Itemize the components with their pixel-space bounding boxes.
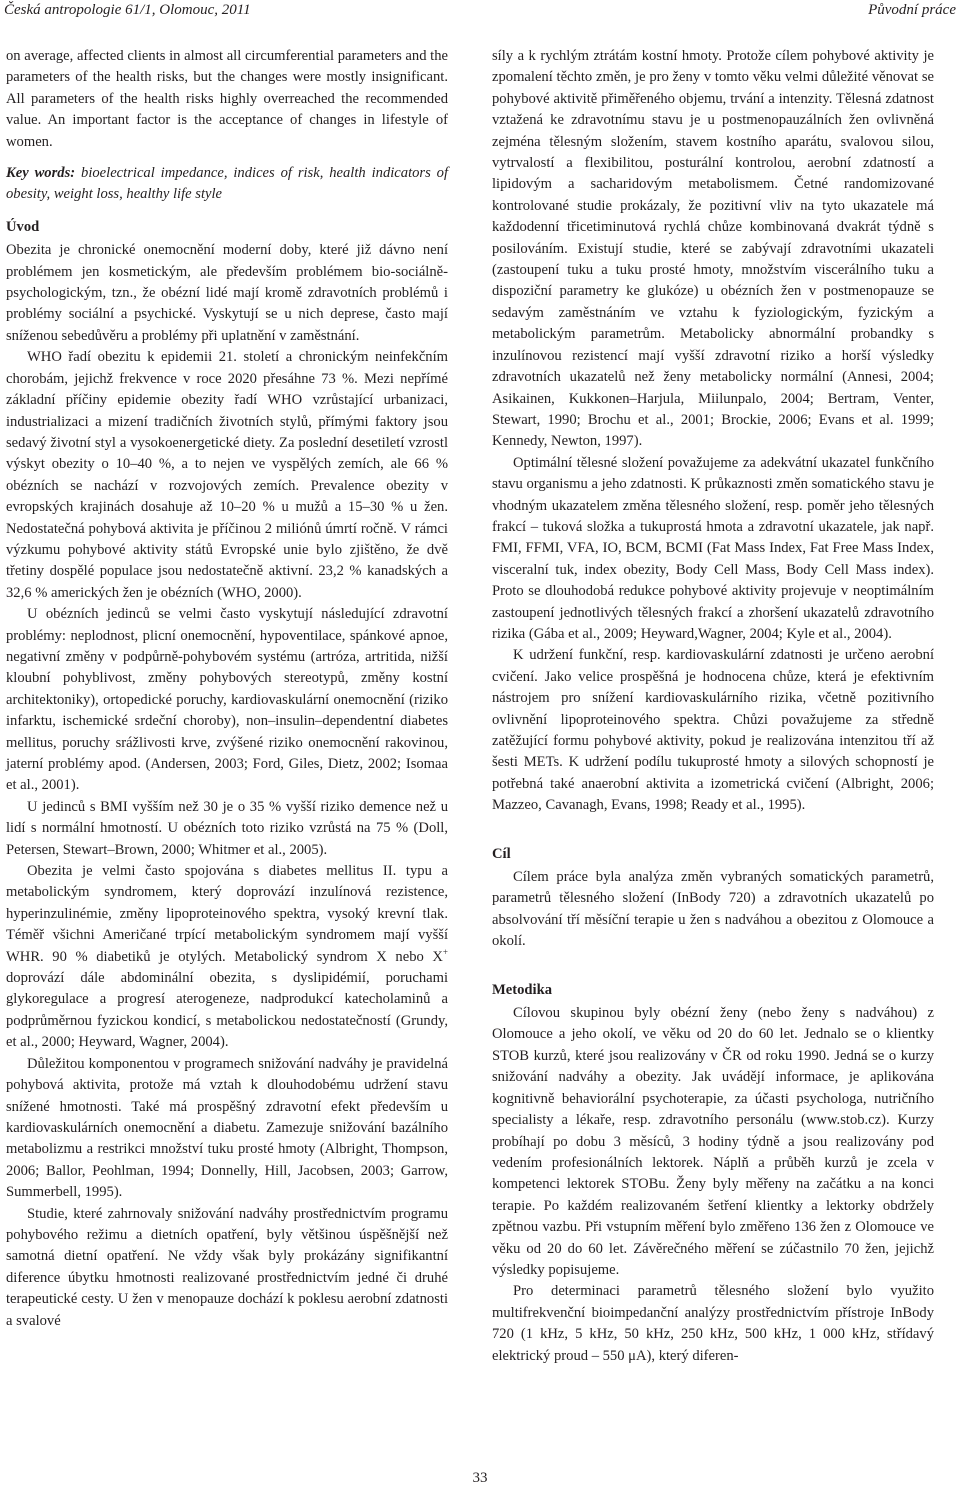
p5-text-b: doprovází dále abdominální obezita, s dyslipidémií, poruchami glykoregulace a progresí aterogeneze, nadprodukcí katecholaminů a podprůměrnou fyzickou kondicí, s metabolickou nedostatečností (Grundy, et al., 2000; Heyward, Wagner, 2004). [6, 970, 448, 1051]
abstract-end: on average, affected clients in almost all circumferential parameters and the parameters of the health risks, but the changes were mostly insignificant. All parameters of the health risks highly overreached the recommended value. An important factor is the acceptance of changes in lifestyle of women. [6, 48, 448, 150]
keywords [6, 163, 448, 206]
goal-heading: Cíl [492, 845, 511, 862]
intro-paragraph-2: WHO řadí obezitu k epidemii 21. století a chronickým neinfekčním chorobám, jejichž frekvence v roce 2020 přesáhne 73 %. Mezi nepřímé základní příčiny epidemie obezity řadí WHO vzrůstající urbanizaci, industrializaci a mizení tradičních životních stylů, přímými faktory jsou sedavý životní styl a vysokoenergetické diety. Za poslední desetiletí vzrostl výskyt obezity o 10–40 %, a to nejen ve vyspělých zemích, ale 66 % obézních se nachází v rozvojových zemích. Prevalence obezity v evropských krajinách dosahuje až 10–20 % u mužů a 15–30 % u žen. Nedostatečná pohybová aktivita je příčinou 2 miliónů úmrtí ročně. V rámci výzkumu pohybové aktivity států Evropské unie bylo zjištěno, že dvě třetiny dospělé populace jsou nedostatečně aktivní. 23,2 % kanadských a 32,6 % amerických žen je obézních (WHO, 2000). [6, 349, 448, 601]
intro-paragraph-6: Důležitou komponentou v programech snižování nadváhy je pravidelná pohybová aktivita, protože má vztah k dlouhodobému udržení stavu snížené hmotnosti. Také má prospěšný zdravotní efekt především u kardiovaskulárních onemocnění a diabetu. Zamezuje snižování bazálního metabolizmu a restrikci množství tuku prosté hmoty (Albright, Thompson, 2006; Ballor, Peohlman, 1994; Donnelly, Hill, Jacobsen, 2003; Garrow, Summerbell, 1995). [6, 1055, 448, 1201]
p5-text-a: Obezita je velmi často spojována s diabetes mellitus II. typu a metabolickým syndromem, který doprovází inzulínová rezistence, hyperinzulinémie, změny lipoproteinového spektra, vysoký krevní tlak. Téměř všichni Američané trpící metabolickým syndromem mají vyšší WHR. 90 % diabetiků je otylých. Metabolický syndrom X nebo X [6, 863, 448, 965]
keywords-label: Key words: [6, 165, 76, 182]
running-header [0, 0, 960, 26]
journal-title: Česká antropologie 61/1, Olomouc, 2011 [4, 2, 251, 18]
right-paragraph-1: síly a k rychlým ztrátám kostní hmoty. Protože cílem pohybové aktivity je zpomalení těchto změn, je pro ženy v tomto věku velmi důležité věnovat se pohybové aktivitě přiměřeného objemu, trvání a intenzity. Tělesná zdatnost vztažená ke zdravotnímu stavu je u postmenopauzálních žen ovlivněná zejména tělesným složením, stavem kostního aparátu, svalovou silou, vytrvalostí a flexibilitou, posturální kontrolou, aerobní zdatností a lipidovým a sacharidovým metabolismem. Četné randomizované kontrolované studie prokázaly, že pozitivní vliv na tyto ukazatele má každodenní třicetiminutová rychlá chůze kombinovaná dvakrát týdně s posilováním. Existují studie, které se zabývají zdravotními ukazateli (zastoupení tuku a tuku prosté hmoty, množstvím viscerálního tuku a dispoziční parametry ke glukóze) u obézních žen v postmenopauze se sedavým zaměstnáním ve vztahu k fyziologickým, fyzickým a metabolickým parametrům. Metabolicky abnormální probandky s inzulínovou rezistencí mají vyšší zdravotní riziko a horší výsledky zdravotních ukazatelů než ženy metabolicky normální (Annesi, 2004; Asikainen, Kukkonen–Harjula, Miilunpalo, 2004; Bertram, Venter, Stewart, 1990; Brochu et al., 2001; Brockie, 2006; Evans et al. 1999; Kennedy, Newton, 1997). [492, 48, 934, 450]
right-column [492, 46, 934, 1367]
right-paragraph-2: Optimální tělesné složení považujeme za adekvátní ukazatel funkčního stavu organismu a jeho zdatnosti. K průkaznosti změn somatického stavu je vhodným ukazatelem změna tělesného složení, resp. poměr jeho tělesných frakcí – tuková složka a tukuprostá hmota a zdravotní ukazatele, jak např. FMI, FFMI, VFA, IO, BCM, BCMI (Fat Mass Index, Fat Free Mass Index, visceralní tuk, index obezity, Body Cell Mass, Body Cell Mass index). Proto se dlouhodobá redukce pohybové aktivity projevuje v neoptimálním zastoupení jednotlivých tělesných frakcí a zhoršení ukazatelů zdravotního rizika (Gába et al., 2009; Heyward,Wagner, 2004; Kyle et al., 2004). [492, 454, 934, 642]
section-spacer [492, 817, 934, 833]
left-column [6, 46, 448, 1332]
intro-paragraph-1: Obezita je chronické onemocnění moderní doby, které již dávno není problémem jen kosmetickým, ale především problémem bio-sociálně-psychologickým, tzn., že obézní lidé mají kromě zdravotních problémů i problémy sociální a psychické. Vyskytují se u nich deprese, často mají sníženou sebedůvěru a problémy při uplatnění v zaměstnání. [6, 242, 448, 344]
right-paragraph-3: K udržení funkční, resp. kardiovaskulární zdatnosti je určeno aerobní cvičení. Jako velice prospěšná je hodnocena chůze, která je efektivním nástrojem pro snížení kardiovaskulárního rizika, včetně pozitivního ovlivnění lipoproteinového spektra. Chůzi považujeme za středně zatěžující formu pohybové aktivity, pokud je realizována intenzitou tří až šesti METs. K udržení podílu tukuprosté hmoty a silových schopností je potřebná také anaerobní aktivita a izometrická cvičení (Albright, 2006; Mazzeo, Cavanagh, Evans, 1998; Ready et al., 1995). [492, 647, 934, 814]
section-label: Původní práce [868, 2, 956, 18]
section-spacer [492, 953, 934, 969]
intro-paragraph-3: U obézních jedinců se velmi často vyskytují následující zdravotní problémy: neplodnost, plicní onemocnění, hypoventilace, spánkové apnoe, negativní změny v podpůrně-pohybovém systému (artróza, artritida, nižší kloubní pohyblivost, změny pohybových stereotypů, změny kostní architektoniky), ortopedické poruchy, kardiovaskulární onemocnění (riziko infarktu, ischemické srdeční choroby), non–insulin–dependentní diabetes mellitus, poruchy srážlivosti krve, zvýšené riziko onemocnění rakovinou, jaterní problémy apod. (Andersen, 2003; Ford, Giles, Dietz, 2002; Isomaa et al., 2001). [6, 606, 448, 794]
intro-paragraph-4: U jedinců s BMI vyšším než 30 je o 35 % vyšší riziko demence než u lidí s normální hmotností. U obézních toto riziko vzrůstá na 75 % (Doll, Petersen, Stewart–Brown, 2000; Whitmer et al., 2005). [6, 798, 448, 858]
page-number: 33 [472, 1470, 488, 1486]
goal-paragraph: Cílem práce byla analýza změn vybraných somatických parametrů, parametrů tělesného složení (InBody 720) a zdravotních ukazatelů po absolvování tří měsíční terapie u žen s nadváhou a obezitou z Olomouce a okolí. [492, 869, 934, 950]
methods-paragraph-1: Cílovou skupinou byly obézní ženy (nebo ženy s nadváhou) z Olomouce a jeho okolí, ve věku od 20 do 60 let. Jednalo se o klientky STOB kurzů, které jsou realizovány v ČR od roku 1990. Jedná se o kurzy snižování nadváhy a obezity. Jak uvádějí informace, je aplikována kognitivně behaviorální psychoterapie, za účasti psychologa, nutričního specialisty a lékaře, resp. zdravotního personálu (www.stob.cz). Kurzy probíhají po dobu 3 měsíců, 3 hodiny týdně a jsou realizovány pod vedením profesionálních lektorek. Náplň a průběh kurzů je zcela v kompetenci lektorek STOBu. Ženy byly měřeny na začátku a na konci terapie. Po každém realizovaném šetření klientky a lektorky obdržely zpětnou vazbu. Při vstupním měření bylo změřeno 136 žen z Olomouce ve věku od 20 do 60 let. Závěrečného měření se zúčastnilo 70 žen, jejichž výsledky popisujeme. [492, 1005, 934, 1278]
intro-paragraph-7: Studie, které zahrnovaly snižování nadváhy prostřednictvím programu pohybového režimu a dietních opatření, byly většinou úspěšnější než samotná dietní opatření. Ne vždy však byly prokázány signifikantní diference úbytku hmotnosti realizované prostřednictvím jedné či druhé terapeutické cesty. U žen v menopauze dochází k poklesu aerobní zdatnosti a svalové [6, 1205, 448, 1329]
p5-superscript: + [442, 946, 448, 957]
intro-paragraph-5 [6, 861, 448, 1054]
keywords-text: bioelectrical impedance, indices of risk, health indicators of obesity, weight loss, healthy life style [6, 165, 449, 203]
methods-heading: Metodika [492, 981, 552, 998]
intro-heading: Úvod [6, 218, 40, 235]
methods-paragraph-2: Pro determinaci parametrů tělesného složení bylo využito multifrekvenční bioimpedanční analýzy prostřednictvím přístroje InBody 720 (1 kHz, 5 kHz, 50 kHz, 250 kHz, 500 kHz, 1 000 kHz, střídavý elektrický proud – 550 μA), který diferen- [492, 1283, 934, 1364]
